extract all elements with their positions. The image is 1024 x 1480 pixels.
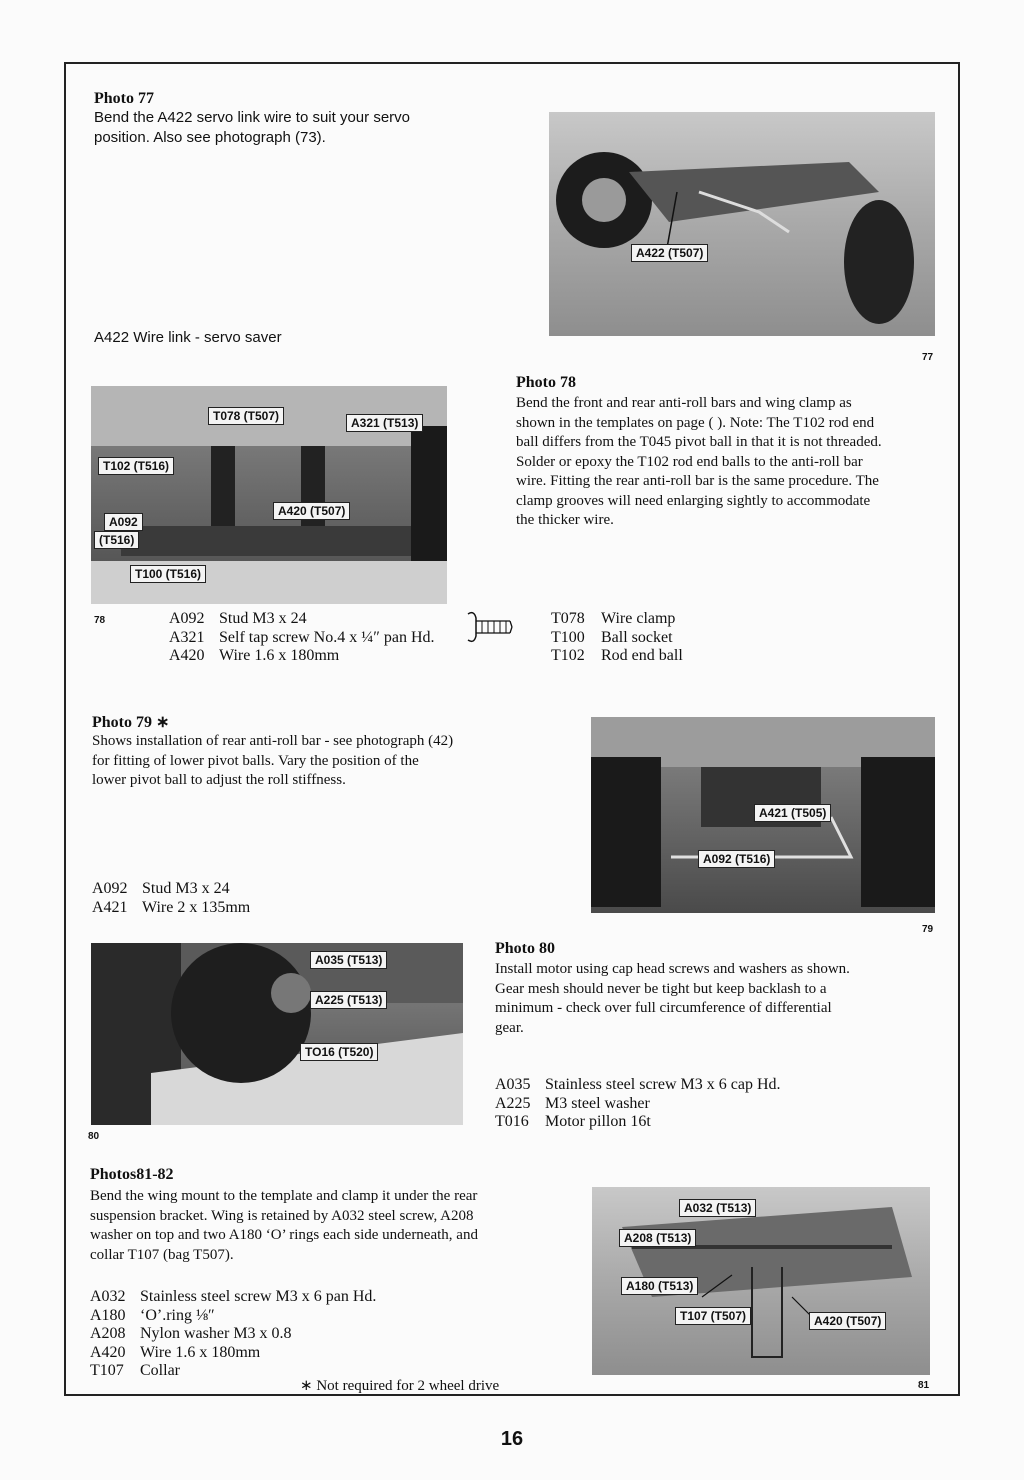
photo-77-image [549, 112, 935, 336]
part-row: T107 Collar [90, 1362, 180, 1379]
photo-81-text: Bend the wing mount to the template and clamp it under the rear suspension bracket. Wing is retained by A032 steel screw, A208 washer on top and two A180 ‘O’ rings each side underneath, and collar T107 (bag T507). [90, 1188, 478, 1263]
photo-80-tag-a225: A225 (T513) [310, 991, 387, 1009]
photo-79-number: 79 [922, 924, 934, 935]
part-row: T078 Wire clamp [551, 610, 676, 627]
photo-78-parts-right [551, 610, 683, 666]
photo-79-tag-a421: A421 (T505) [754, 804, 831, 822]
photo-81-tag-t107: T107 (T507) [675, 1307, 751, 1325]
photo-78-image [91, 386, 447, 604]
photo-78-tag-t516: (T516) [94, 531, 139, 549]
photo-80-text: Install motor using cap head screws and washers as shown. Gear mesh should never be tight but keep backlash to a minimum - check over full circumference of differential gear. [495, 961, 850, 1036]
part-row: A035 Stainless steel screw M3 x 6 cap Hd. [495, 1076, 781, 1093]
photo-81-heading: Photos81-82 [90, 1166, 174, 1183]
photo-78-tag-a321: A321 (T513) [346, 414, 423, 432]
photo-78-text: Bend the front and rear anti-roll bars and wing clamp as shown in the templates on page ( ). Note: The T102 rod end ball differs from the T045 pivot ball in that it is not threaded. Solder or epoxy the T102 rod end balls to the anti-roll bar wire. Fitting the rear anti-roll bar is the same procedure. The clamp grooves will need enlarging sightly to accommodate the thicker wire. [516, 395, 882, 528]
screw-icon [466, 610, 514, 644]
photo-80-image [91, 943, 463, 1125]
photo-79-parts [92, 880, 250, 917]
photo-79-image [591, 717, 935, 913]
photo-77-text: Bend the A422 servo link wire to suit your servo position. Also see photograph (73). [94, 109, 410, 146]
photo-80-heading: Photo 80 [495, 940, 555, 957]
photo-78-tag-t100: T100 (T516) [130, 565, 206, 583]
part-row: T016 Motor pillon 16t [495, 1113, 651, 1130]
photo-78-number: 78 [94, 615, 106, 626]
page-number: 16 [500, 1428, 524, 1450]
part-row: A420 Wire 1.6 x 180mm [169, 647, 340, 664]
part-row: T100 Ball socket [551, 628, 673, 646]
part-row: T102 Rod end ball [551, 647, 683, 664]
photo-79-heading: Photo 79 ∗ [92, 714, 170, 731]
photo-81-tag-a180: A180 (T513) [621, 1277, 698, 1295]
photo-78-heading: Photo 78 [516, 374, 576, 391]
photo-77-number: 77 [922, 352, 934, 363]
photo-78-tag-a420: A420 (T507) [273, 502, 350, 520]
photo-78-tag-a092: A092 [104, 513, 143, 531]
photo-81-number: 81 [918, 1380, 930, 1391]
photo-80-tag-a035: A035 (T513) [310, 951, 387, 969]
photo-77-part: A422 Wire link - servo saver [94, 329, 282, 346]
photo-80-number: 80 [88, 1131, 100, 1142]
part-row: A032 Stainless steel screw M3 x 6 pan Hd. [90, 1288, 377, 1305]
photo-81-tag-a032: A032 (T513) [679, 1199, 756, 1217]
part-row: A092 Stud M3 x 24 [169, 610, 307, 627]
photo-77-tag: A422 (T507) [631, 244, 708, 262]
part-row: A321 Self tap screw No.4 x ¼″ pan Hd. [169, 628, 435, 646]
part-row: A092 Stud M3 x 24 [92, 880, 230, 897]
part-row: A421 Wire 2 x 135mm [92, 898, 251, 916]
photo-81-tag-a208: A208 (T513) [619, 1229, 696, 1247]
photo-79-text: Shows installation of rear anti-roll bar - see photograph (42) for fitting of lower pivot balls. Vary the position of the lower pivot ball to adjust the roll stiffness. [92, 733, 454, 788]
photo-79-tag-a092: A092 (T516) [698, 850, 775, 868]
footnote: ∗ Not required for 2 wheel drive [300, 1378, 500, 1394]
photo-81-image [592, 1187, 930, 1375]
photo-81-tag-a420: A420 (T507) [809, 1312, 886, 1330]
part-row: A208 Nylon washer M3 x 0.8 [90, 1325, 292, 1342]
photo-77-heading: Photo 77 [94, 90, 154, 107]
part-row: A225 M3 steel washer [495, 1094, 650, 1112]
photo-80-tag-t016: TO16 (T520) [300, 1043, 378, 1061]
photo-78-parts-left [169, 610, 435, 666]
photo-81-parts [90, 1288, 376, 1381]
photo-80-parts [495, 1076, 781, 1132]
part-row: A180 ‘O’.ring ⅛″ [90, 1306, 215, 1324]
photo-78-tag-t102: T102 (T516) [98, 457, 174, 475]
part-row: A420 Wire 1.6 x 180mm [90, 1343, 261, 1361]
photo-78-tag-t078: T078 (T507) [208, 407, 284, 425]
